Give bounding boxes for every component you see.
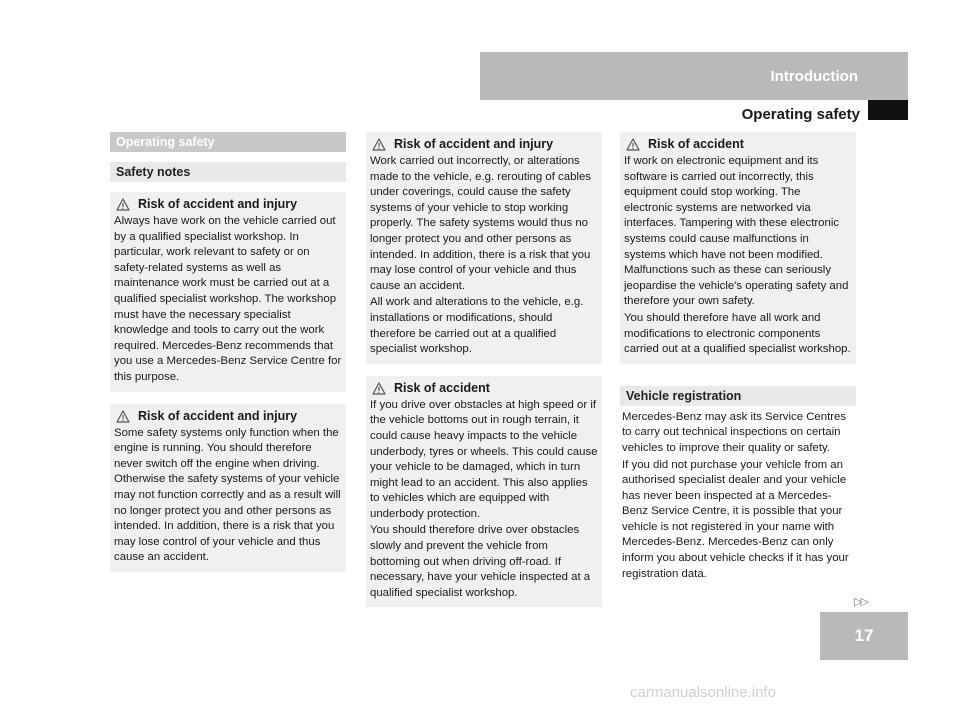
body-paragraph: If you did not purchase your vehicle from an authorised specialist dealer and your vehicle has never been inspected at a Mercedes-Benz Service Centre, it is possible that your vehicle is not registered in your name with Mercedes-Benz. Mercedes-Benz can only inform you about vehicle checks if it has your registration data. [622, 458, 849, 580]
registration-text [620, 410, 856, 583]
warning-text: If work on electronic equipment and its software is carried out incorrectly, this equipment could stop working. The electronic systems are networked via interfaces. Tampering with these electronic systems could cause malfunctions in systems which have not been modified. Malfunctions such as these can seriously jeopardise the vehicle's operating safety and therefore your own safety. [624, 155, 849, 308]
warning-title: Risk of accident and injury [138, 408, 298, 423]
subsection-bar: Safety notes [110, 162, 346, 182]
warning-icon [372, 138, 386, 151]
warning-icon [626, 138, 640, 151]
warning-icon [116, 410, 130, 423]
column-3 [620, 132, 856, 582]
warning-text: Always have work on the vehicle carried out by a qualified specialist workshop. In particular, work relevant to safety or on safety-related systems as well as maintenance work must be carried out at a qualified specialist workshop. The workshop must have the necessary specialist knowledge and tools to carry out the work required. Mercedes-Benz recommends that you use a Mercedes-Benz Service Centre for this purpose. [114, 215, 342, 383]
warning-title: Risk of accident [394, 380, 490, 395]
warning-title: Risk of accident and injury [138, 197, 298, 211]
column-2 [366, 132, 602, 607]
header-section-label: Introduction [770, 67, 858, 85]
warning-text: Work carried out incorrectly, or alterations made to the vehicle, e.g. rerouting of cables under coverings, could cause the safety systems of your vehicle to stop working properly. The safety systems would thus no longer protect you and other persons as intended. In addition, there is a risk that you may lose control of your vehicle and thus cause an accident. [370, 155, 591, 292]
continue-arrows-icon: ▷▷ [854, 596, 867, 608]
warning-box [110, 192, 346, 392]
warning-box [366, 376, 602, 608]
warning-icon [116, 198, 130, 211]
warning-box [620, 132, 856, 364]
warning-text: You should therefore have all work and modifications to electronic components carried out at a qualified specialist workshop. [624, 311, 851, 356]
warning-text: You should therefore drive over obstacles slowly and prevent the vehicle from bottoming out when driving off-road. If necessary, have your vehicle inspected at a qualified specialist workshop. [370, 524, 591, 599]
section-bar: Operating safety [110, 132, 346, 152]
column-1 [110, 132, 346, 572]
warning-text: If you drive over obstacles at high speed or if the vehicle bottoms out in rough terrain, it could cause heavy impacts to the vehicle underbody, tyres or wheels. This could cause your vehicle to be damaged, which in turn might lead to an accident. This also applies to vehicles which are equipped with underbody protection. [370, 398, 598, 520]
page-number: 17 [854, 626, 874, 645]
warning-text: All work and alterations to the vehicle, e.g. installations or modifications, should therefore be carried out at a qualified specialist workshop. [370, 296, 584, 356]
body-paragraph: Mercedes-Benz may ask its Service Centres to carry out technical inspections on certain vehicles to improve their quality or safety. [622, 410, 847, 454]
warning-title: Risk of accident [648, 137, 744, 151]
page-title: Operating safety [741, 106, 860, 123]
warning-box [110, 404, 346, 572]
warning-title: Risk of accident and injury [394, 137, 554, 151]
warning-box [366, 132, 602, 364]
warning-icon [372, 382, 386, 395]
subsection-bar: Vehicle registration [620, 386, 856, 406]
header-marker [868, 100, 908, 120]
footer-watermark: carmanualsonline.info [630, 684, 776, 701]
warning-text: Some safety systems only function when the engine is running. You should therefore never switch off the engine when driving. Otherwise the safety systems of your vehicle may not function correctly and as a result will no longer protect you and other persons as intended. In addition, there is a risk that you may lose control of your vehicle and thus cause an accident. [114, 426, 341, 564]
header-section-tab [480, 52, 908, 100]
page-number-box [820, 612, 908, 660]
